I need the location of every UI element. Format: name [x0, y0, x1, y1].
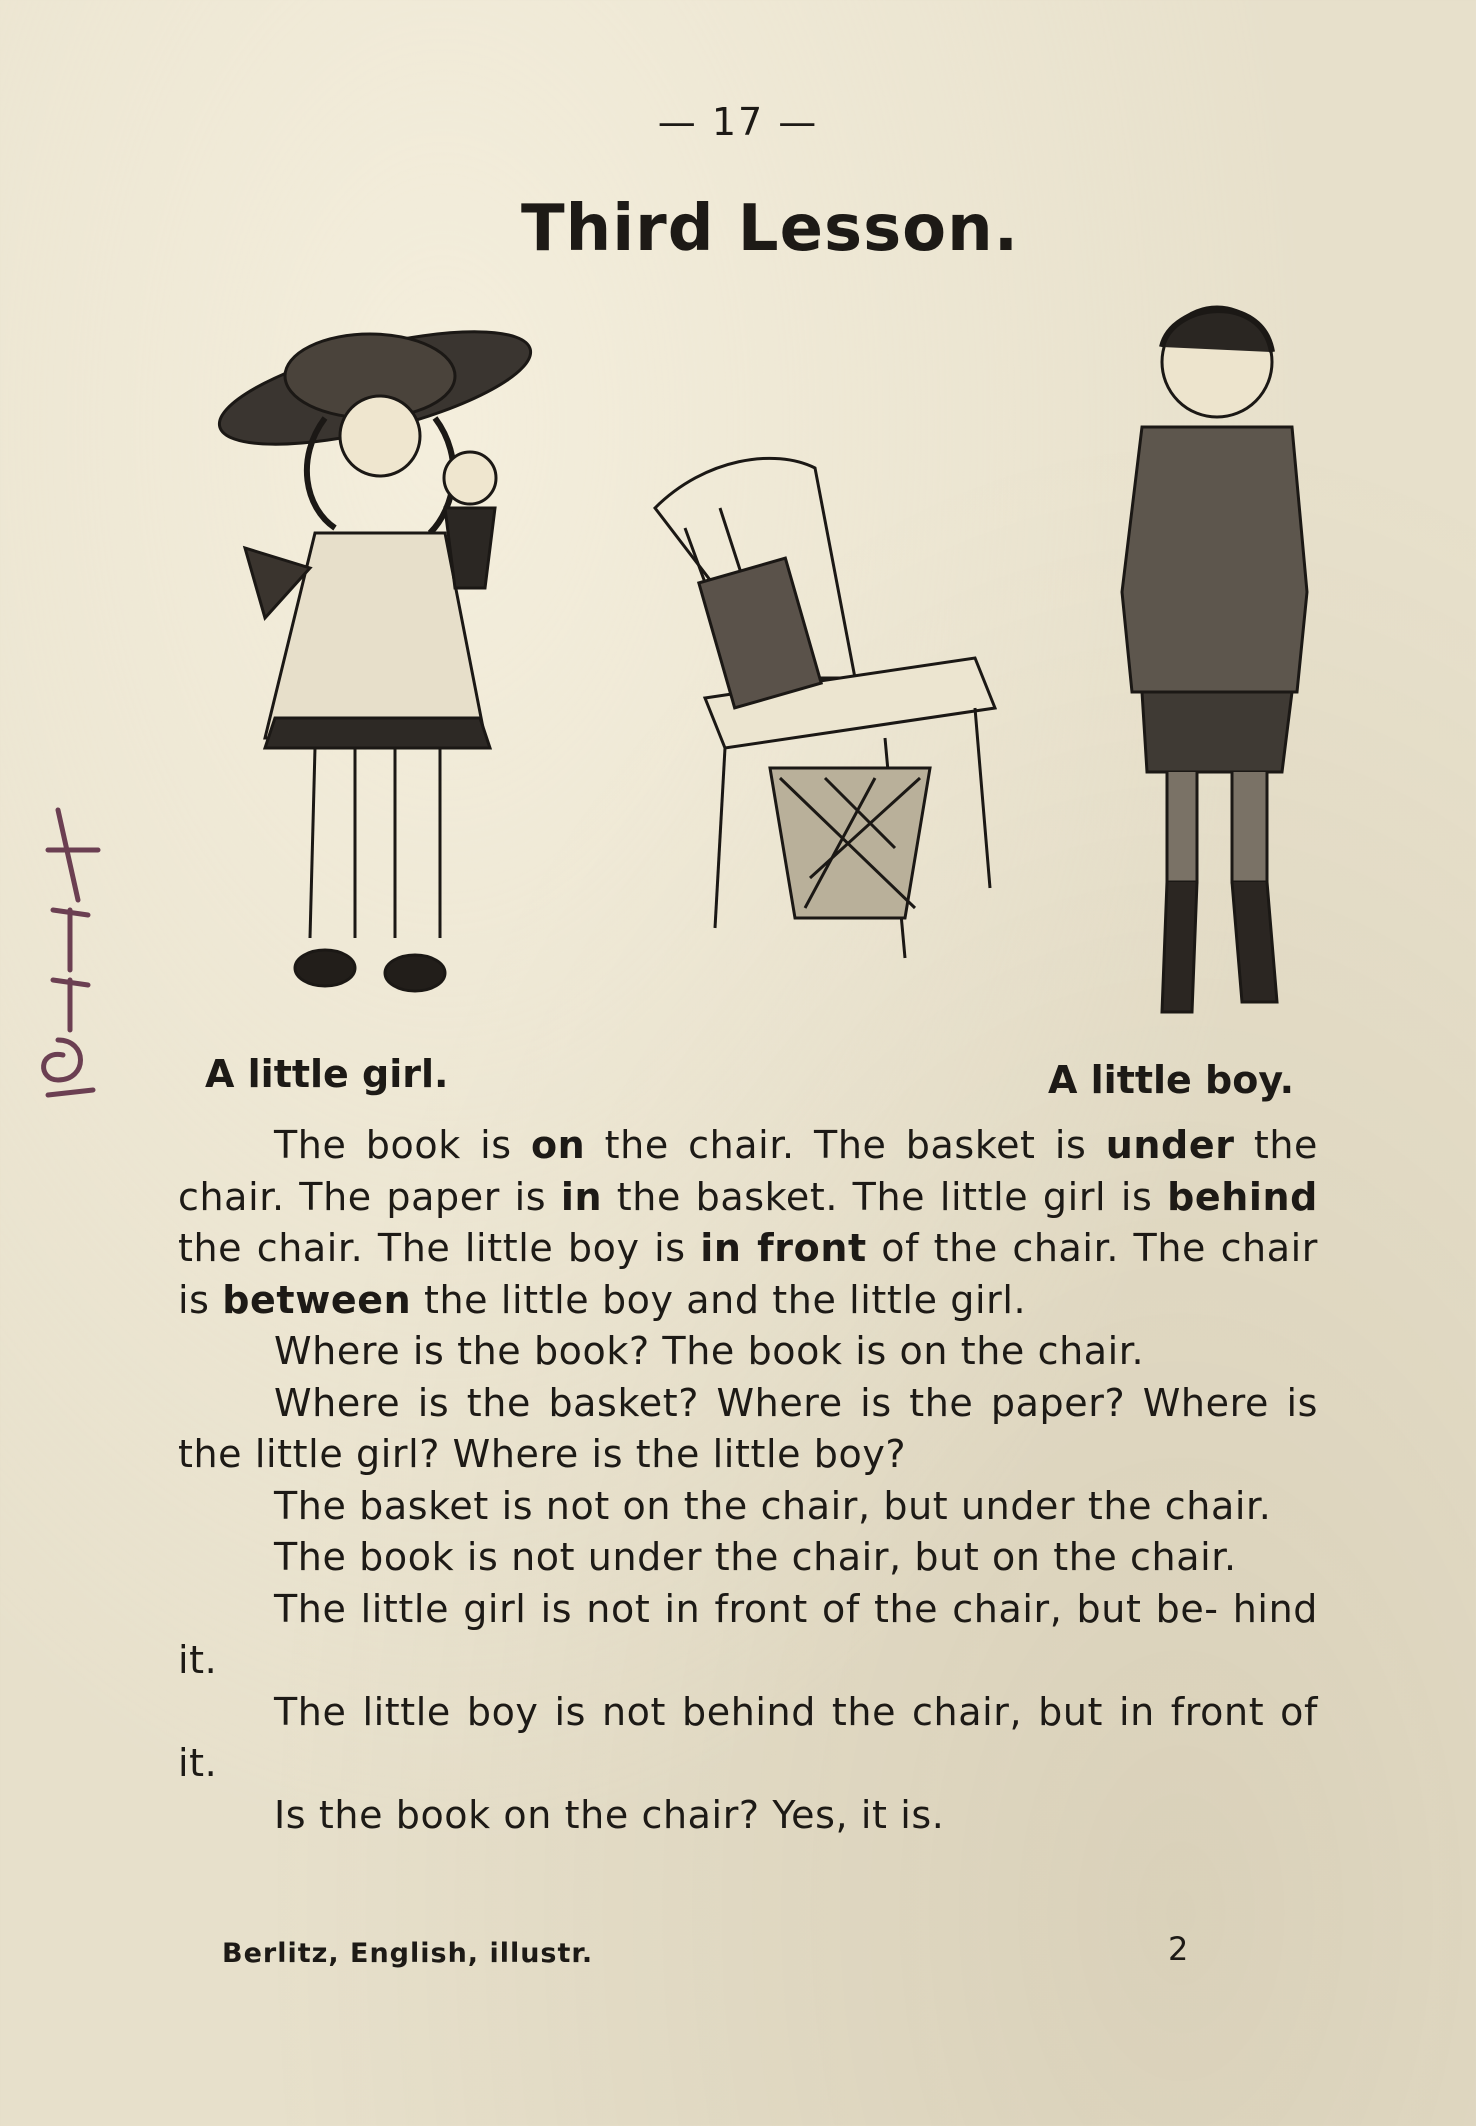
text-run: The basket is not on the chair, but under the chair. — [274, 1483, 1272, 1528]
lesson-paragraph — [178, 1120, 1318, 1326]
text-run: The book is — [274, 1123, 531, 1167]
lesson-paragraph — [178, 1481, 1318, 1533]
bold-keyword: in — [560, 1174, 603, 1219]
lesson-text — [178, 1120, 1318, 1841]
footer-publisher: Berlitz, English, illustr. — [222, 1938, 594, 1969]
caption-little-boy: A little boy. — [1048, 1058, 1295, 1102]
text-run: the chair. The basket is — [585, 1123, 1106, 1167]
lesson-paragraph — [178, 1532, 1318, 1584]
handwritten-number-icon — [18, 790, 118, 1120]
lesson-paragraph — [178, 1790, 1318, 1842]
text-run: the chair. The little boy is — [178, 1226, 701, 1270]
text-run: Where is the book? The book is on the chair. — [274, 1329, 1145, 1373]
bold-keyword: in front — [700, 1226, 867, 1270]
little-girl-illustration-icon — [205, 318, 550, 1008]
lesson-paragraph — [178, 1687, 1318, 1790]
bold-keyword: on — [530, 1123, 586, 1167]
bold-keyword: behind — [1167, 1174, 1318, 1219]
lesson-paragraph — [178, 1326, 1318, 1378]
chair-with-book-and-basket-illustration-icon — [645, 448, 1010, 978]
text-run: the little boy and the little girl. — [411, 1277, 1027, 1322]
lesson-paragraph — [178, 1584, 1318, 1687]
text-run: Where is the basket? Where is the paper? Where is the little girl? Where is the little boy? — [178, 1380, 1318, 1476]
text-run: the basket. The little girl is — [602, 1174, 1168, 1219]
caption-little-girl: A little girl. — [205, 1052, 449, 1096]
lesson-title: Third Lesson. — [520, 192, 1020, 266]
signature-mark: 2 — [1168, 1930, 1189, 1968]
little-boy-illustration-icon — [1082, 292, 1332, 1052]
page-number: — 17 — — [657, 100, 819, 144]
lesson-paragraph — [178, 1378, 1318, 1481]
text-run: The little girl is not in front of the chair, but be- hind it. — [178, 1586, 1318, 1682]
text-run: Is the book on the chair? Yes, it is. — [274, 1792, 945, 1837]
text-run: of the chair. The chair is — [178, 1226, 1319, 1322]
text-run: the chair. The paper is — [178, 1123, 1319, 1219]
bold-keyword: under — [1105, 1123, 1235, 1167]
text-run: The little boy is not behind the chair, but in front of it. — [178, 1689, 1318, 1785]
bold-keyword: between — [222, 1277, 412, 1322]
text-run: The book is not under the chair, but on the chair. — [274, 1535, 1237, 1579]
